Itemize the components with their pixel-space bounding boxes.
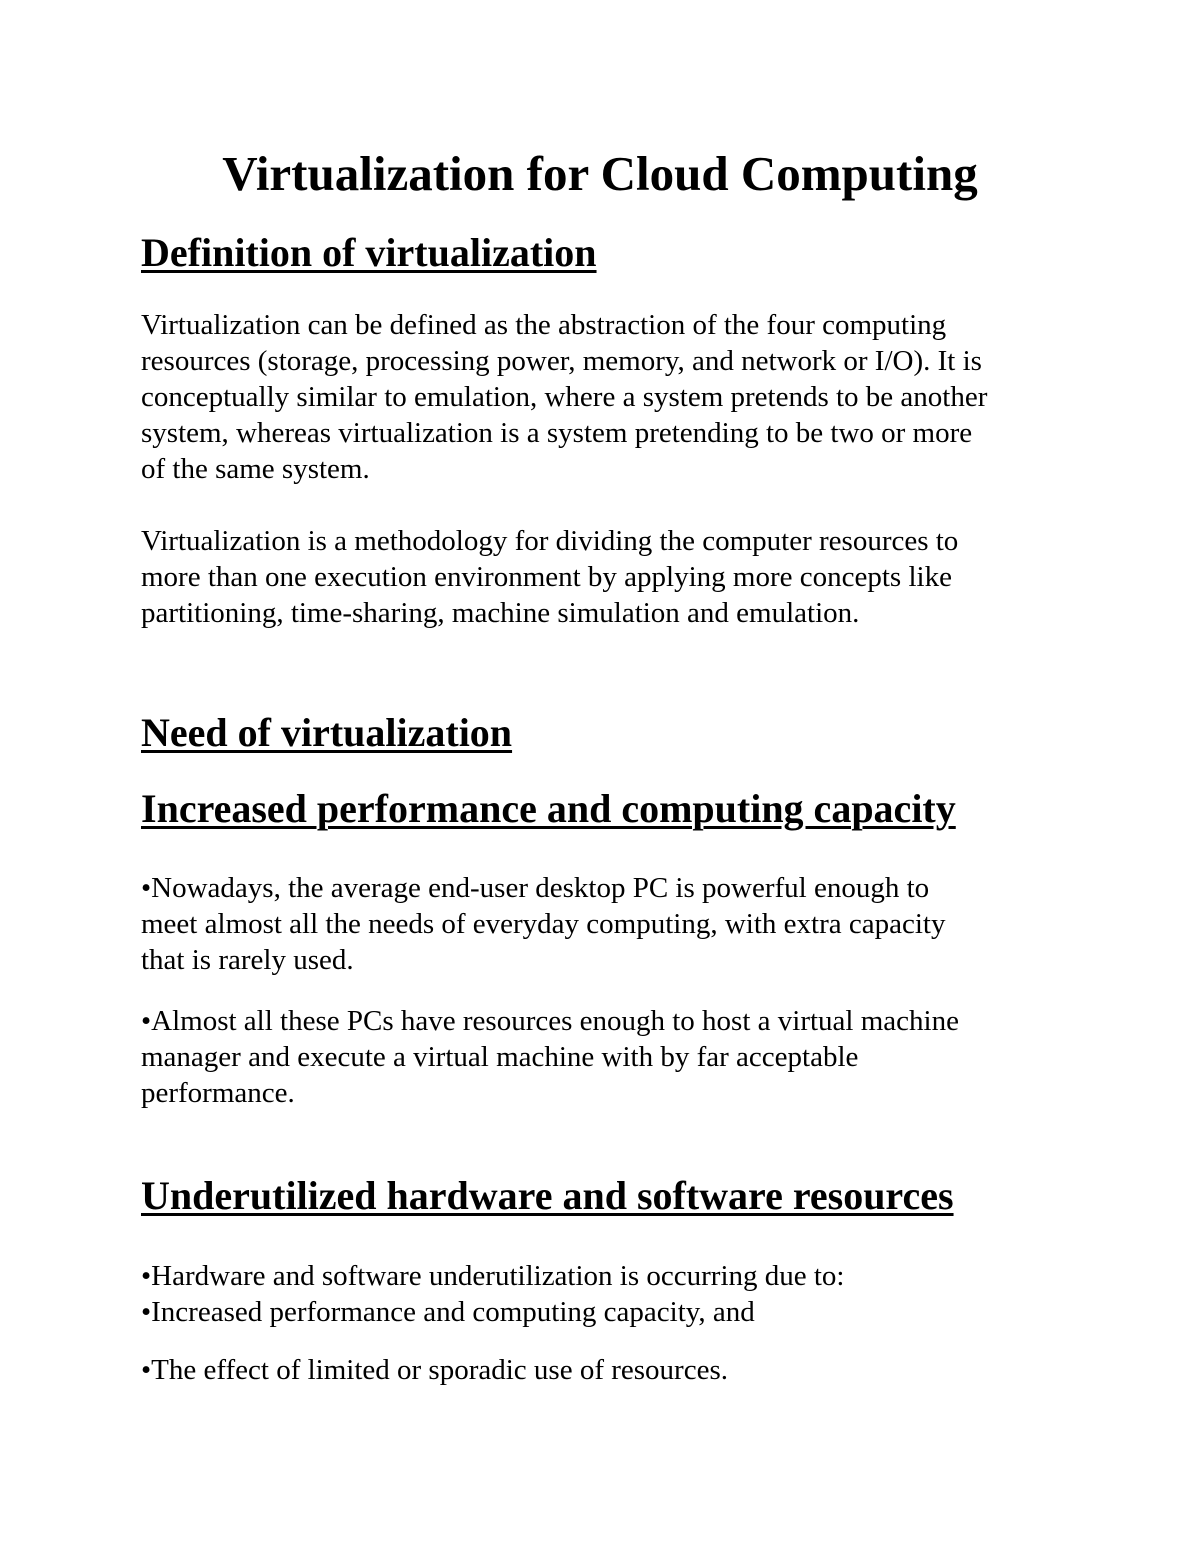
text-line: conceptually similar to emulation, where a system pretends to be another [141,381,988,413]
text-line: •Nowadays, the average end-user desktop PC is powerful enough to [141,872,930,904]
definition-paragraph-1 [141,307,1101,487]
text-line: of the same system. [141,453,370,485]
text-line: Virtualization is a methodology for dividing the computer resources to [141,525,959,557]
text-line: Virtualization can be defined as the abstraction of the four computing [141,309,947,341]
text-line: manager and execute a virtual machine with by far acceptable [141,1041,859,1073]
heading-definition: Definition of virtualization [141,230,597,275]
text-line: •Almost all these PCs have resources enough to host a virtual machine [141,1005,959,1037]
text-line: meet almost all the needs of everyday computing, with extra capacity [141,908,946,940]
document-title: Virtualization for Cloud Computing [222,146,978,201]
heading-underutilized: Underutilized hardware and software resources [141,1173,954,1218]
performance-bullet-1 [141,870,1101,978]
text-line: •Hardware and software underutilization is occurring due to: [141,1260,845,1292]
performance-bullet-2 [141,1003,1101,1111]
underutilized-bullet-3 [141,1352,1101,1388]
definition-paragraph-2 [141,523,1101,631]
text-line: that is rarely used. [141,944,354,976]
text-line: resources (storage, processing power, memory, and network or I/O). It is [141,345,982,377]
text-line: system, whereas virtualization is a system pretending to be two or more [141,417,973,449]
heading-performance: Increased performance and computing capacity [141,786,956,831]
text-line: partitioning, time-sharing, machine simulation and emulation. [141,597,860,629]
text-line: performance. [141,1077,295,1109]
underutilized-bullet-1 [141,1258,1101,1330]
text-line: more than one execution environment by applying more concepts like [141,561,952,593]
text-line: •Increased performance and computing capacity, and [141,1296,755,1328]
heading-need: Need of virtualization [141,710,513,755]
text-line: •The effect of limited or sporadic use of resources. [141,1354,728,1386]
